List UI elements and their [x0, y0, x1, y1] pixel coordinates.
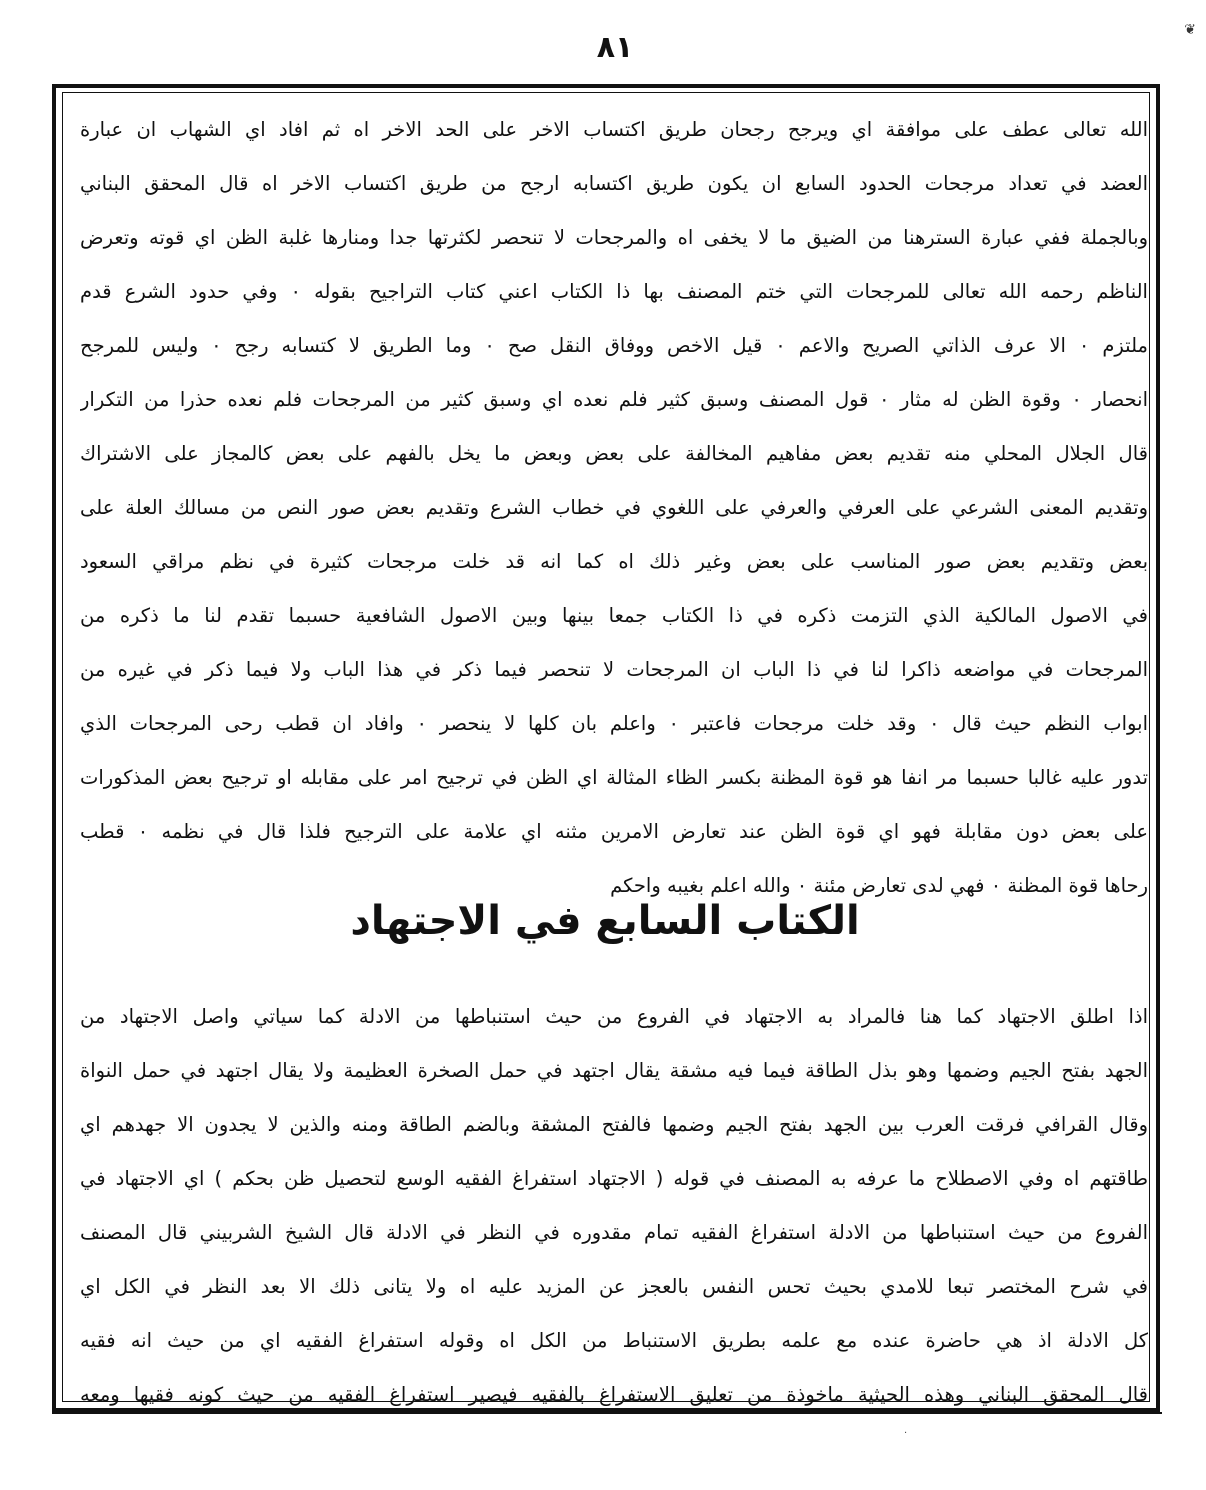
- chapter-heading: الكتاب السابع في الاجتهاد: [350, 898, 860, 944]
- text-line: على بعض دون مقابلة فهو اي قوة الظن عند تعارض الامرين مثنه اي علامة على الترجيح فلذا قال في نظمه ٠ قطب: [80, 820, 1148, 843]
- text-line: المرجحات في مواضعه ذاكرا لنا في ذا الباب ان المرجحات لا تنحصر فيما ذكر في هذا الباب ولا فيما ذكر في غيره من: [80, 658, 1148, 681]
- text-line: وبالجملة ففي عبارة السترهنا من الضيق ما لا يخفى اه والمرجحات لا تنحصر لكثرتها جدا ومنارها غلبة الظن اي قوته وتعرض: [80, 226, 1148, 249]
- text-line: الناظم رحمه الله تعالى للمرجحات التي ختم المصنف بها ذا الكتاب اعني كتاب التراجيح بقوله ٠ وفي حدود الشرع قدم: [80, 280, 1148, 303]
- body-text-section-1: [80, 103, 1148, 913]
- text-line: ملتزم ٠ الا عرف الذاتي الصريح والاعم ٠ قيل الاخص ووفاق النقل صح ٠ وما الطريق لا كتسابه رجح ٠ وليس للمرجح: [80, 334, 1148, 357]
- text-line: طاقتهم اه وفي الاصطلاح ما عرفه به المصنف في قوله ( الاجتهاد استفراغ الفقيه الوسع لتحصيل ظن بحكم ) اي الاجتهاد في: [80, 1167, 1148, 1190]
- text-line: الفروع من حيث استنباطها من الادلة استفراغ الفقيه تمام مقدوره في النظر في الادلة قال الشيخ الشربيني قال المصنف: [80, 1221, 1148, 1244]
- scan-speck: ·: [904, 1428, 908, 1439]
- text-line: وقال القرافي فرقت العرب بين الجهد بفتح الجيم وضمها فالفتح المشقة وبالضم الطاقة ومنه والذين لا يجدون الا جهدهم اي: [80, 1113, 1148, 1136]
- text-line: في شرح المختصر تبعا للامدي بحيث تحس النفس بالعجز عن المزيد عليه اه ولا يتانى ذلك الا بعد النظر في الكل اي: [80, 1275, 1148, 1298]
- text-line: انحصار ٠ وقوة الظن له مثار ٠ قول المصنف وسبق كثير فلم نعده اي وسبق كثير من المرجحات فلم نعده حذرا من التكرار: [80, 388, 1148, 411]
- text-line: الله تعالى عطف على موافقة اي ويرجح رجحان طريق اكتساب الاخر على الحد الاخر اه ثم افاد اي الشهاب ان عبارة: [80, 118, 1148, 141]
- text-line: تدور عليه غالبا حسبما مر انفا هو قوة المظنة بكسر الظاء المثالة اي الظن في ترجيح امر على مقابله او ترجيح بعض المذكورات: [80, 766, 1148, 789]
- page-number: ٨١: [596, 30, 634, 65]
- text-line: قال الجلال المحلي منه تقديم بعض مفاهيم المخالفة على بعض وبعض ما يخل بالفهم على بعض كالمجاز على الاشتراك: [80, 442, 1148, 465]
- text-line: في الاصول المالكية الذي التزمت ذكره في ذا الكتاب جمعا بينها وبين الاصول الشافعية حسبما تقدم لنا ما ذكره من: [80, 604, 1148, 627]
- text-line: كل الادلة اذ هي حاضرة عنده مع علمه بطريق الاستنباط من الكل اه وقوله استفراغ الفقيه اي من حيث انه فقيه: [80, 1329, 1148, 1352]
- text-line: وتقديم المعنى الشرعي على العرفي والعرفي على اللغوي في خطاب الشرع وتقديم بعض صور النص من مسالك العلة على: [80, 496, 1148, 519]
- text-line: بعض وتقديم بعض صور المناسب على بعض وغير ذلك اه كما انه قد خلت مرجحات كثيرة في نظم مراقي السعود: [80, 550, 1148, 573]
- ornament-icon: ❦: [1184, 22, 1196, 38]
- body-text-section-2: [80, 990, 1148, 1422]
- text-line: قال المحقق البناني وهذه الحيثية ماخوذة من تعليق الاستفراغ بالفقيه فيصير استفراغ الفقيه من حيث كونه فقيها ومعه: [80, 1383, 1148, 1406]
- text-line: الجهد بفتح الجيم وضمها وهو بذل الطاقة فيما فيه مشقة يقال اجتهد في حمل الصخرة العظيمة ولا يقال اجتهد في حمل النواة: [80, 1059, 1148, 1082]
- text-line: اذا اطلق الاجتهاد كما هنا فالمراد به الاجتهاد في الفروع من حيث استنباطها من الادلة كما سياتي واصل الاجتهاد من: [80, 1005, 1148, 1028]
- text-line: رحاها قوة المظنة ٠ فهي لدى تعارض مئنة ٠ والله اعلم بغيبه واحكم: [610, 874, 1148, 897]
- text-line: ابواب النظم حيث قال ٠ وقد خلت مرجحات فاعتبر ٠ واعلم بان كلها لا ينحصر ٠ وافاد ان قطب رحى المرجحات الذي: [80, 712, 1148, 735]
- text-line: العضد في تعداد مرجحات الحدود السابع ان يكون طريق اكتسابه ارجح من طريق اكتساب الاخر اه قال المحقق البناني: [80, 172, 1148, 195]
